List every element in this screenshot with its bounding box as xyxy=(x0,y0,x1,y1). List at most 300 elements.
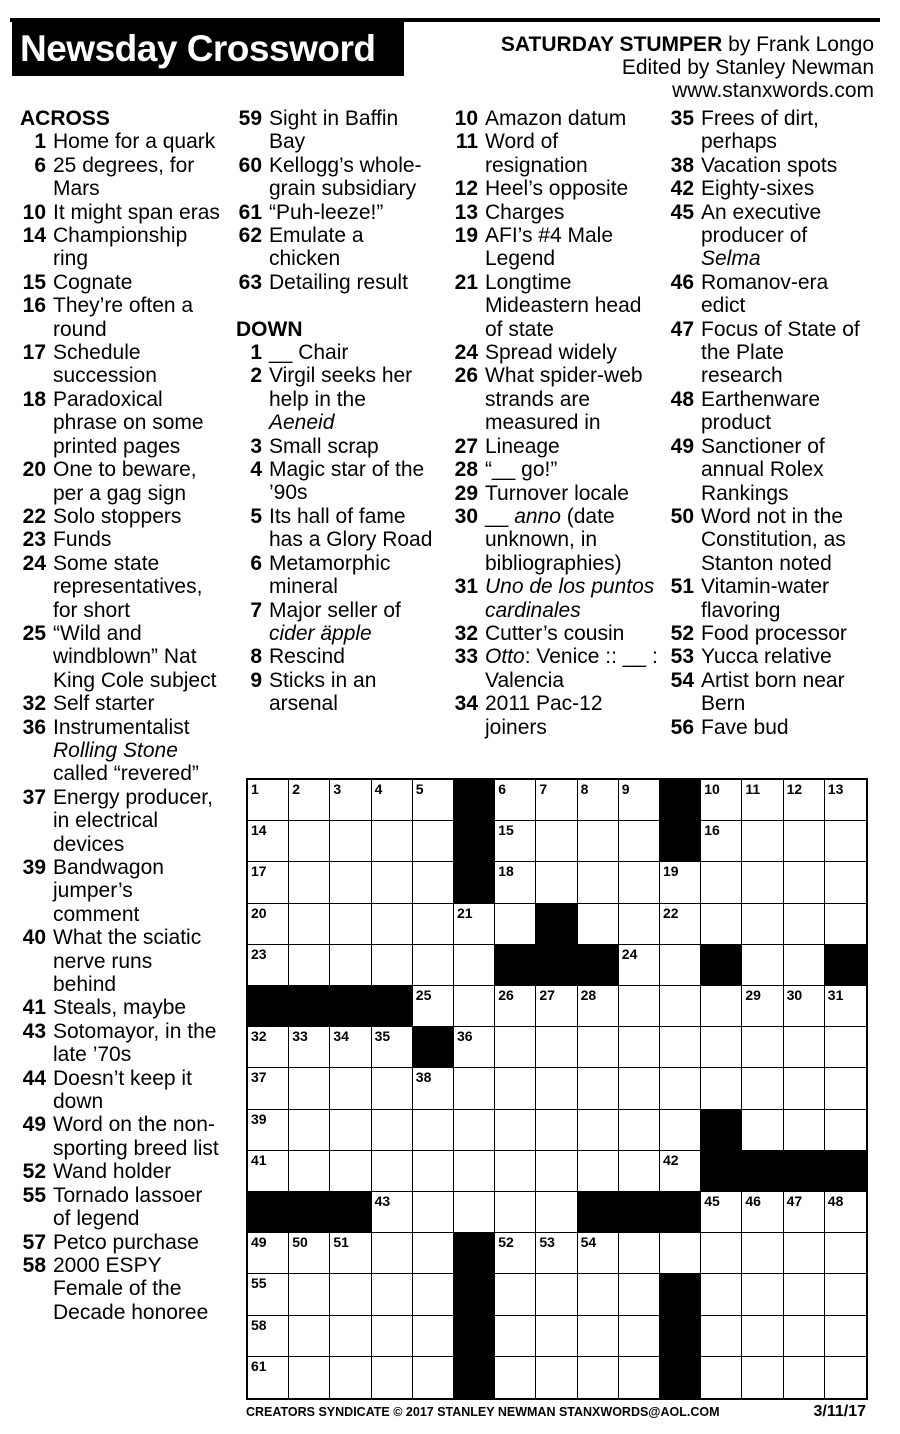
grid-cell[interactable] xyxy=(289,1357,330,1398)
grid-cell[interactable] xyxy=(495,862,536,903)
grid-cell[interactable] xyxy=(248,780,289,821)
clue-text: 25 degrees, for Mars xyxy=(53,153,195,201)
grid-cell[interactable] xyxy=(372,821,413,862)
grid-cell[interactable] xyxy=(784,945,825,986)
clue-item xyxy=(668,575,868,622)
clue-item xyxy=(452,482,664,505)
grid-cell[interactable] xyxy=(289,1316,330,1357)
grid-cell[interactable] xyxy=(289,945,330,986)
grid-cell[interactable] xyxy=(413,1110,454,1151)
grid-cell[interactable] xyxy=(330,1274,371,1315)
clue-text: Self starter xyxy=(53,692,155,716)
grid-cell[interactable] xyxy=(825,1192,866,1233)
grid-cell[interactable] xyxy=(248,862,289,903)
clue-item xyxy=(452,435,664,458)
grid-cell[interactable] xyxy=(413,945,454,986)
clue-number: 27 xyxy=(454,434,478,458)
grid-cell[interactable] xyxy=(536,862,577,903)
grid-block xyxy=(660,821,701,862)
grid-cell[interactable] xyxy=(372,1357,413,1398)
grid-cell[interactable] xyxy=(330,1068,371,1109)
grid-cell[interactable] xyxy=(248,904,289,945)
grid-cell[interactable] xyxy=(330,1110,371,1151)
grid-cell[interactable] xyxy=(413,1151,454,1192)
grid-cell[interactable] xyxy=(289,1274,330,1315)
clue-number: 24 xyxy=(22,551,46,575)
grid-cell[interactable] xyxy=(784,904,825,945)
grid-cell[interactable] xyxy=(495,1027,536,1068)
clue-text: Lineage xyxy=(485,434,560,458)
grid-cell[interactable] xyxy=(578,1110,619,1151)
grid-cell[interactable] xyxy=(784,986,825,1027)
grid-cell[interactable] xyxy=(660,986,701,1027)
grid-cell[interactable] xyxy=(619,1068,660,1109)
clue-number: 49 xyxy=(670,434,694,458)
grid-cell[interactable] xyxy=(660,1110,701,1151)
grid-cell[interactable] xyxy=(660,945,701,986)
grid-cell[interactable] xyxy=(536,1233,577,1274)
clue-text: Petco purchase xyxy=(53,1230,199,1254)
grid-cell[interactable] xyxy=(454,1027,495,1068)
clue-item xyxy=(452,692,664,739)
clue-item xyxy=(236,458,436,505)
grid-cell[interactable] xyxy=(825,1068,866,1109)
cell-number: 51 xyxy=(333,1234,349,1251)
clue-text: Heel’s opposite xyxy=(485,177,629,201)
grid-cell[interactable] xyxy=(784,821,825,862)
grid-cell[interactable] xyxy=(578,1027,619,1068)
clue-text: Home for a quark xyxy=(53,130,216,154)
grid-cell[interactable] xyxy=(784,1110,825,1151)
grid-cell[interactable] xyxy=(619,1274,660,1315)
grid-cell[interactable] xyxy=(536,780,577,821)
grid-cell[interactable] xyxy=(742,821,783,862)
cell-number: 3 xyxy=(333,781,342,797)
clue-item xyxy=(20,154,220,201)
clue-number: 53 xyxy=(670,645,694,669)
grid-cell[interactable] xyxy=(619,1151,660,1192)
grid-cell[interactable] xyxy=(536,1068,577,1109)
across-heading: ACROSS xyxy=(20,107,110,130)
cell-number: 11 xyxy=(745,781,761,797)
grid-cell[interactable] xyxy=(742,1110,783,1151)
grid-cell[interactable] xyxy=(619,1357,660,1398)
grid-cell[interactable] xyxy=(784,1357,825,1398)
cell-number: 26 xyxy=(498,987,514,1003)
website[interactable]: www.stanxwords.com xyxy=(672,79,874,102)
clue-item xyxy=(452,645,664,692)
grid-cell[interactable] xyxy=(825,1027,866,1068)
clue-number: 35 xyxy=(670,107,694,130)
grid-cell[interactable] xyxy=(742,1233,783,1274)
clue-number: 30 xyxy=(454,504,478,528)
grid-cell[interactable] xyxy=(372,1233,413,1274)
cell-number: 55 xyxy=(251,1275,267,1292)
grid-cell[interactable] xyxy=(413,904,454,945)
grid-cell[interactable] xyxy=(495,1192,536,1233)
grid-cell[interactable] xyxy=(825,1274,866,1315)
grid-cell[interactable] xyxy=(248,1110,289,1151)
grid-cell[interactable] xyxy=(330,1316,371,1357)
grid-block xyxy=(536,945,577,986)
grid-cell[interactable] xyxy=(289,821,330,862)
clue-text: What the sciatic nerve runs behind xyxy=(53,926,202,997)
grid-cell[interactable] xyxy=(701,1192,742,1233)
grid-cell[interactable] xyxy=(330,1027,371,1068)
clue-number: 32 xyxy=(454,621,478,645)
grid-cell[interactable] xyxy=(289,1027,330,1068)
clue-number: 38 xyxy=(670,153,694,177)
grid-cell[interactable] xyxy=(454,945,495,986)
clue-number: 24 xyxy=(454,341,478,365)
clue-number: 28 xyxy=(454,458,478,482)
grid-cell[interactable] xyxy=(536,1316,577,1357)
grid-cell[interactable] xyxy=(701,780,742,821)
grid-cell[interactable] xyxy=(454,1110,495,1151)
grid-cell[interactable] xyxy=(495,1357,536,1398)
grid-cell[interactable] xyxy=(578,1233,619,1274)
grid-cell[interactable] xyxy=(536,1151,577,1192)
grid-cell[interactable] xyxy=(619,904,660,945)
grid-block xyxy=(825,945,866,986)
clue-text: Major seller of cider äpple xyxy=(269,598,401,645)
grid-cell[interactable] xyxy=(536,1027,577,1068)
grid-cell[interactable] xyxy=(413,1316,454,1357)
clue-item xyxy=(20,458,220,505)
grid-cell[interactable] xyxy=(454,1068,495,1109)
grid-cell[interactable] xyxy=(825,1233,866,1274)
grid-cell[interactable] xyxy=(784,1316,825,1357)
grid-cell[interactable] xyxy=(495,1274,536,1315)
cell-number: 46 xyxy=(745,1193,761,1209)
grid-cell[interactable] xyxy=(578,1274,619,1315)
grid-cell[interactable] xyxy=(825,1316,866,1357)
grid-cell[interactable] xyxy=(495,1151,536,1192)
grid-cell[interactable] xyxy=(372,1192,413,1233)
grid-cell[interactable] xyxy=(536,1192,577,1233)
grid-cell[interactable] xyxy=(248,1151,289,1192)
cell-number: 54 xyxy=(580,1234,597,1251)
clue-text: Metamorphic mineral xyxy=(269,551,391,599)
cell-number: 49 xyxy=(251,1234,267,1251)
cell-number: 24 xyxy=(621,945,638,962)
grid-cell[interactable] xyxy=(660,1233,701,1274)
cell-number: 15 xyxy=(498,822,514,839)
grid-cell[interactable] xyxy=(289,904,330,945)
grid-cell[interactable] xyxy=(619,945,660,986)
grid-cell[interactable] xyxy=(289,1151,330,1192)
clue-item xyxy=(452,341,664,364)
clue-number: 29 xyxy=(454,481,478,505)
clue-text: Vitamin-water flavoring xyxy=(701,575,829,622)
clue-text: “Puh-leeze!” xyxy=(269,200,384,224)
grid-cell[interactable] xyxy=(660,862,701,903)
clue-text: Sotomayor, in the late ’70s xyxy=(53,1019,217,1067)
grid-cell[interactable] xyxy=(536,821,577,862)
grid-cell[interactable] xyxy=(289,1233,330,1274)
grid-cell[interactable] xyxy=(413,821,454,862)
clue-number: 18 xyxy=(22,387,46,411)
grid-cell[interactable] xyxy=(701,1068,742,1109)
grid-cell[interactable] xyxy=(372,1274,413,1315)
cell-number: 21 xyxy=(457,904,473,921)
cell-number: 19 xyxy=(663,863,679,880)
grid-cell[interactable] xyxy=(578,1357,619,1398)
clue-item xyxy=(452,364,664,434)
clue-item xyxy=(20,1067,220,1114)
grid-cell[interactable] xyxy=(660,1151,701,1192)
grid-cell[interactable] xyxy=(742,986,783,1027)
grid-block xyxy=(454,780,495,821)
grid-cell[interactable] xyxy=(495,1110,536,1151)
cell-number: 41 xyxy=(251,1151,267,1168)
grid-cell[interactable] xyxy=(248,1233,289,1274)
grid-cell[interactable] xyxy=(619,780,660,821)
grid-cell[interactable] xyxy=(578,780,619,821)
grid-cell[interactable] xyxy=(454,1151,495,1192)
grid-cell[interactable] xyxy=(619,862,660,903)
clue-number: 56 xyxy=(670,715,694,739)
grid-block xyxy=(454,1233,495,1274)
grid-cell[interactable] xyxy=(413,780,454,821)
grid-cell[interactable] xyxy=(372,1151,413,1192)
grid-cell[interactable] xyxy=(330,945,371,986)
clue-item xyxy=(20,1184,220,1231)
grid-cell[interactable] xyxy=(372,904,413,945)
grid-cell[interactable] xyxy=(660,1068,701,1109)
grid-cell[interactable] xyxy=(413,1192,454,1233)
grid-cell[interactable] xyxy=(495,986,536,1027)
grid-cell[interactable] xyxy=(701,1027,742,1068)
clue-item xyxy=(452,458,664,481)
grid-cell[interactable] xyxy=(701,862,742,903)
clue-number: 63 xyxy=(238,270,262,294)
clue-text: Longtime Mideastern head of state xyxy=(485,270,642,341)
grid-cell[interactable] xyxy=(825,821,866,862)
grid-cell[interactable] xyxy=(701,1357,742,1398)
clue-item xyxy=(20,1231,220,1254)
grid-cell[interactable] xyxy=(330,1151,371,1192)
grid-cell[interactable] xyxy=(536,986,577,1027)
grid-cell[interactable] xyxy=(742,1068,783,1109)
grid-cell[interactable] xyxy=(330,1233,371,1274)
grid-cell[interactable] xyxy=(454,1192,495,1233)
grid-cell[interactable] xyxy=(742,862,783,903)
clue-text: Spread widely xyxy=(485,341,617,365)
grid-cell[interactable] xyxy=(619,1027,660,1068)
grid-cell[interactable] xyxy=(289,1068,330,1109)
grid-cell[interactable] xyxy=(372,1068,413,1109)
grid-cell[interactable] xyxy=(495,821,536,862)
grid-cell[interactable] xyxy=(536,1110,577,1151)
grid-cell[interactable] xyxy=(536,1357,577,1398)
grid-cell[interactable] xyxy=(289,862,330,903)
clue-number: 19 xyxy=(454,224,478,248)
grid-block xyxy=(660,1192,701,1233)
grid-cell[interactable] xyxy=(701,1274,742,1315)
clue-text: Emulate a chicken xyxy=(269,224,364,271)
grid-cell[interactable] xyxy=(619,821,660,862)
grid-block xyxy=(454,1357,495,1398)
grid-cell[interactable] xyxy=(825,862,866,903)
grid-cell[interactable] xyxy=(578,862,619,903)
grid-cell[interactable] xyxy=(330,862,371,903)
grid-cell[interactable] xyxy=(330,780,371,821)
grid-block xyxy=(248,986,289,1027)
cell-number: 12 xyxy=(786,781,803,797)
grid-block xyxy=(660,1316,701,1357)
clue-item xyxy=(20,856,220,926)
grid-cell[interactable] xyxy=(825,1110,866,1151)
grid-cell[interactable] xyxy=(413,1357,454,1398)
clue-text: An executive producer of Selma xyxy=(701,200,822,271)
grid-cell[interactable] xyxy=(825,1357,866,1398)
clue-item xyxy=(20,716,220,786)
cell-number: 50 xyxy=(292,1234,308,1251)
clue-number: 16 xyxy=(22,294,46,318)
cell-number: 52 xyxy=(498,1234,514,1251)
clue-number: 44 xyxy=(22,1066,46,1090)
grid-cell[interactable] xyxy=(825,986,866,1027)
grid-cell[interactable] xyxy=(413,862,454,903)
grid-cell[interactable] xyxy=(372,862,413,903)
grid-cell[interactable] xyxy=(413,986,454,1027)
grid-cell[interactable] xyxy=(248,1357,289,1398)
clue-item xyxy=(668,318,868,388)
clue-number: 8 xyxy=(250,645,262,669)
grid-cell[interactable] xyxy=(742,1027,783,1068)
cell-number: 34 xyxy=(333,1028,349,1045)
grid-cell[interactable] xyxy=(825,780,866,821)
grid-cell[interactable] xyxy=(660,1027,701,1068)
clue-text: One to beware, per a gag sign xyxy=(53,458,197,505)
cell-number: 1 xyxy=(251,781,259,797)
grid-cell[interactable] xyxy=(619,1110,660,1151)
grid-cell[interactable] xyxy=(742,945,783,986)
grid-cell[interactable] xyxy=(784,1274,825,1315)
clue-text: Bandwagon jumper’s comment xyxy=(53,856,164,926)
grid-cell[interactable] xyxy=(578,1068,619,1109)
clue-text: Focus of State of the Plate research xyxy=(701,317,860,388)
grid-cell[interactable] xyxy=(248,1068,289,1109)
grid-cell[interactable] xyxy=(413,1068,454,1109)
grid-cell[interactable] xyxy=(495,780,536,821)
grid-cell[interactable] xyxy=(619,1233,660,1274)
grid-cell[interactable] xyxy=(372,1316,413,1357)
grid-cell[interactable] xyxy=(742,1316,783,1357)
cell-number: 18 xyxy=(498,863,514,880)
grid-cell[interactable] xyxy=(330,1357,371,1398)
grid-cell[interactable] xyxy=(784,1233,825,1274)
clue-number: 13 xyxy=(454,200,478,224)
grid-cell[interactable] xyxy=(248,945,289,986)
clue-number: 57 xyxy=(22,1230,46,1254)
grid-cell[interactable] xyxy=(742,1357,783,1398)
grid-cell[interactable] xyxy=(454,904,495,945)
grid-cell[interactable] xyxy=(372,945,413,986)
grid-cell[interactable] xyxy=(619,986,660,1027)
clue-text: Eighty-sixes xyxy=(701,177,815,201)
clue-text: Earthenware product xyxy=(701,387,821,435)
clue-item xyxy=(668,505,868,575)
grid-cell[interactable] xyxy=(330,904,371,945)
grid-cell[interactable] xyxy=(495,1316,536,1357)
clue-number: 49 xyxy=(22,1113,46,1137)
grid-cell[interactable] xyxy=(578,1151,619,1192)
grid-cell[interactable] xyxy=(784,862,825,903)
grid-cell[interactable] xyxy=(454,986,495,1027)
clue-item xyxy=(20,622,220,692)
grid-cell[interactable] xyxy=(578,1316,619,1357)
grid-cell[interactable] xyxy=(248,1027,289,1068)
grid-cell[interactable] xyxy=(784,780,825,821)
grid-cell[interactable] xyxy=(660,904,701,945)
grid-cell[interactable] xyxy=(413,1274,454,1315)
clue-text: Fave bud xyxy=(701,715,789,739)
grid-block xyxy=(372,986,413,1027)
grid-cell[interactable] xyxy=(784,1068,825,1109)
grid-cell[interactable] xyxy=(784,1192,825,1233)
grid-cell[interactable] xyxy=(495,1068,536,1109)
grid-cell[interactable] xyxy=(330,821,371,862)
grid-cell[interactable] xyxy=(495,1233,536,1274)
grid-cell[interactable] xyxy=(701,1233,742,1274)
grid-cell[interactable] xyxy=(825,904,866,945)
grid-cell[interactable] xyxy=(372,1027,413,1068)
cell-number: 43 xyxy=(374,1193,391,1209)
clue-text: Tornado lassoer of legend xyxy=(53,1183,203,1231)
clue-item xyxy=(236,364,436,434)
grid-cell[interactable] xyxy=(289,1110,330,1151)
clue-item xyxy=(20,1254,220,1324)
grid-cell[interactable] xyxy=(784,1027,825,1068)
grid-cell[interactable] xyxy=(701,904,742,945)
grid-cell[interactable] xyxy=(248,821,289,862)
grid-cell[interactable] xyxy=(248,1316,289,1357)
grid-cell[interactable] xyxy=(578,821,619,862)
grid-cell[interactable] xyxy=(701,986,742,1027)
grid-cell[interactable] xyxy=(289,780,330,821)
clue-number: 1 xyxy=(34,130,46,154)
grid-cell[interactable] xyxy=(742,780,783,821)
grid-cell[interactable] xyxy=(742,904,783,945)
grid-cell[interactable] xyxy=(742,1192,783,1233)
grid-cell[interactable] xyxy=(742,1274,783,1315)
clue-item xyxy=(236,107,436,154)
grid-cell[interactable] xyxy=(248,1274,289,1315)
clue-item xyxy=(452,224,664,271)
grid-cell[interactable] xyxy=(578,904,619,945)
cell-number: 28 xyxy=(580,987,597,1003)
grid-cell[interactable] xyxy=(372,1110,413,1151)
clue-text: Frees of dirt, perhaps xyxy=(701,107,819,154)
grid-cell[interactable] xyxy=(413,1233,454,1274)
clue-number: 10 xyxy=(454,107,478,130)
clue-text: Word not in the Constitution, as Stanton noted xyxy=(701,504,846,575)
clue-number: 7 xyxy=(250,598,262,622)
grid-cell[interactable] xyxy=(578,986,619,1027)
clue-text: Funds xyxy=(53,528,112,552)
grid-cell[interactable] xyxy=(536,1274,577,1315)
grid-cell[interactable] xyxy=(701,1316,742,1357)
grid-cell[interactable] xyxy=(701,821,742,862)
grid-cell[interactable] xyxy=(619,1316,660,1357)
grid-cell[interactable] xyxy=(372,780,413,821)
clue-text: Artist born near Bern xyxy=(701,668,845,716)
clue-number: 47 xyxy=(670,317,694,341)
grid-cell[interactable] xyxy=(495,904,536,945)
clue-text: Romanov-era edict xyxy=(701,270,829,318)
